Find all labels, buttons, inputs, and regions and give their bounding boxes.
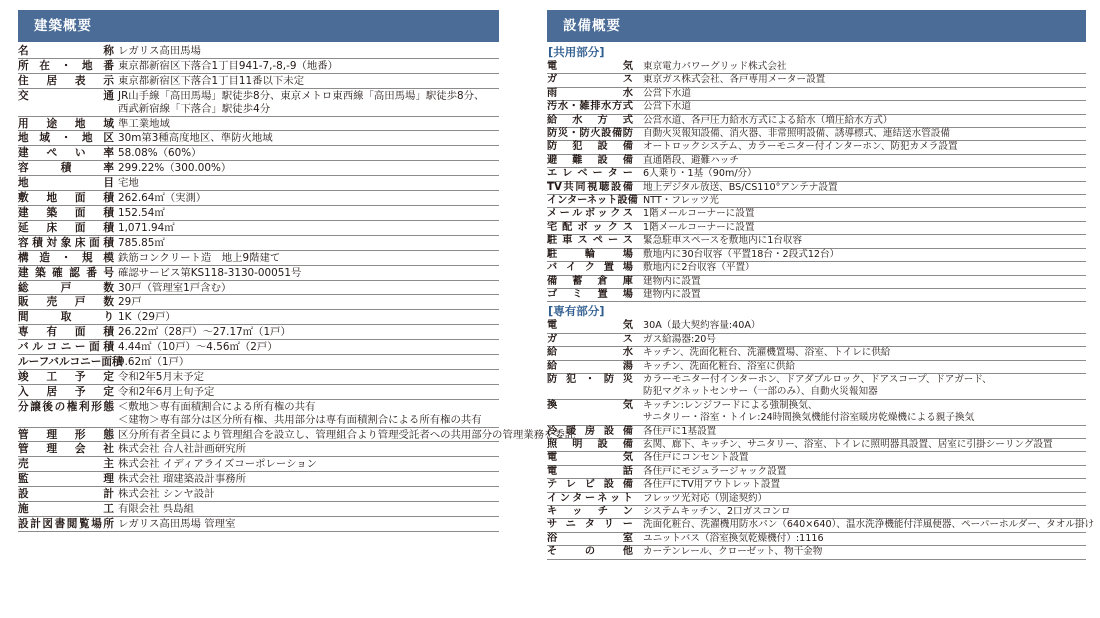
- row-value-line: サニタリー・浴室・トイレ:24時間換気機能付浴室暖房乾燥機による親子換気: [643, 412, 975, 424]
- row-value: [643, 168, 1086, 180]
- row-value: [643, 101, 1086, 113]
- row-label: 建築面積: [18, 206, 114, 219]
- row-value-line: 東京都新宿区下落合1丁目941-7,-8,-9（地番）: [118, 59, 338, 72]
- row-value-line: キッチン、洗面化粧台、浴室に供給: [643, 360, 796, 372]
- common-area-table: [547, 61, 1086, 302]
- row-label: 総戸数: [18, 281, 114, 294]
- row-label: 電気: [547, 320, 633, 332]
- row-label: 駐車スペース: [547, 235, 633, 247]
- row-label: 住居表示: [18, 74, 114, 87]
- row-value: [118, 45, 499, 58]
- row-label: テレビ設備: [547, 479, 633, 491]
- row-value-line: JR山手線「高田馬場」駅徒歩8分、東京メトロ東西線「高田馬場」駅徒歩8分、: [118, 89, 485, 102]
- row-value-line: 西武新宿線「下落合」駅徒歩4分: [118, 102, 271, 115]
- row-value: [643, 289, 1086, 301]
- table-row: [547, 400, 1086, 426]
- row-value: [118, 90, 499, 116]
- row-value: [118, 118, 499, 131]
- row-value: [643, 506, 1086, 518]
- row-value: [643, 533, 1086, 545]
- table-row: [547, 426, 1086, 439]
- row-value: [118, 341, 499, 354]
- row-value: [643, 222, 1086, 234]
- row-value-line: 有限会社 呉島組: [118, 503, 195, 516]
- table-row: [547, 61, 1086, 74]
- row-label: バイク置場: [547, 262, 633, 274]
- row-label: 専有面積: [18, 326, 114, 339]
- table-row: [547, 262, 1086, 275]
- table-row: [547, 533, 1086, 546]
- row-value: [643, 452, 1086, 464]
- row-label: 防犯設備: [547, 141, 633, 153]
- table-row: [547, 182, 1086, 195]
- row-value: [643, 141, 1086, 153]
- row-value: [643, 262, 1086, 274]
- row-value-line: 宅地: [118, 177, 139, 190]
- row-value: [118, 429, 575, 442]
- row-value-line: 4.44㎡（10戸）～4.56㎡（2戸）: [118, 341, 278, 354]
- table-row: [18, 517, 499, 532]
- row-value: [118, 222, 499, 235]
- table-row: [18, 236, 499, 251]
- row-label: 名称: [18, 45, 114, 57]
- row-value-line: 6人乗り・1基（90m/分）: [643, 168, 757, 180]
- row-value: [643, 195, 1086, 207]
- row-value: [643, 347, 1086, 359]
- row-value-line: レガリス高田馬場: [118, 45, 201, 57]
- row-value: [118, 147, 499, 160]
- table-row: [547, 115, 1086, 128]
- row-value-line: カーテンレール、クローゼット、物干金物: [643, 546, 823, 558]
- row-value: [118, 326, 499, 339]
- row-value-line: 株式会社 瑠建築設計事務所: [118, 473, 246, 486]
- table-row: [547, 546, 1086, 559]
- row-value: [643, 466, 1086, 478]
- table-row: [18, 457, 499, 472]
- row-value-line: キッチン:レンジフードによる強制換気、: [643, 399, 818, 411]
- row-value: [118, 267, 499, 280]
- row-label: 売主: [18, 458, 114, 471]
- row-value: [643, 361, 1086, 373]
- row-value: [118, 162, 499, 175]
- row-value-line: 1K（29戸）: [118, 311, 176, 324]
- table-row: [18, 340, 499, 355]
- row-value-line: 敷地内に2台収容（平置）: [643, 262, 755, 274]
- row-label: インターネット: [547, 492, 633, 504]
- row-value-line: 各住戸にモジュラージャック設置: [643, 465, 787, 477]
- row-label: 雨水: [547, 87, 633, 99]
- table-row: [18, 74, 499, 89]
- row-value: [643, 519, 1094, 531]
- row-value-line: 洗面化粧台、洗濯機用防水パン（640×640）、温水洗浄機能付洋風便器、ペーパーホルダー、タオル掛け: [643, 519, 1095, 531]
- row-value-line: ＜敷地＞専有面積割合による所有権の共有: [118, 400, 316, 413]
- table-row: [18, 146, 499, 161]
- row-label: 竣工予定: [18, 370, 114, 383]
- row-label: 建ぺい率: [18, 147, 114, 160]
- row-value: [643, 182, 1086, 194]
- table-row: [547, 249, 1086, 262]
- row-value: [118, 60, 499, 73]
- row-value: [643, 374, 1086, 399]
- row-value-line: レガリス高田馬場 管理室: [118, 518, 236, 530]
- row-label: 監理: [18, 473, 114, 486]
- table-row: [547, 506, 1086, 519]
- row-value: [643, 426, 1086, 438]
- table-row: [18, 221, 499, 236]
- row-label: 宅配ボックス: [547, 221, 633, 233]
- table-row: [18, 355, 499, 370]
- table-row: [547, 101, 1086, 114]
- row-value: [643, 493, 1086, 505]
- row-label: ガス: [547, 74, 633, 86]
- row-label: 容積率: [18, 162, 114, 175]
- row-label: 容積対象床面積: [18, 236, 114, 249]
- row-label: 設計: [18, 488, 114, 501]
- row-value-line: 緊急駐車スペースを敷地内に1台収容: [643, 235, 803, 247]
- table-row: [547, 289, 1086, 302]
- table-row: [18, 131, 499, 146]
- row-label: 換気: [547, 399, 633, 411]
- row-value-line: 建物内に設置: [643, 275, 701, 287]
- row-value-line: システムキッチン、2口ガスコンロ: [643, 506, 791, 517]
- row-label: 構造・規模: [18, 251, 114, 264]
- table-row: [547, 195, 1086, 208]
- table-row: [547, 493, 1086, 506]
- table-row: [547, 74, 1086, 87]
- table-row: [18, 295, 499, 310]
- table-row: [547, 479, 1086, 492]
- row-value: [118, 371, 499, 384]
- row-value: [118, 473, 499, 486]
- row-label: 販売戸数: [18, 296, 114, 309]
- row-label: ルーフバルコニー面積: [18, 356, 123, 369]
- row-value: [118, 237, 499, 250]
- row-value-line: フレッツ光対応（別途契約）: [643, 492, 768, 504]
- row-label: 冷暖房設備: [547, 425, 633, 437]
- row-label: 地目: [18, 177, 114, 190]
- row-value: [643, 128, 1086, 140]
- table-row: [18, 310, 499, 325]
- common-area-subtitle: [共用部分]: [548, 45, 605, 59]
- row-value: [118, 401, 499, 427]
- table-row: [547, 320, 1086, 333]
- table-row: [18, 266, 499, 281]
- row-value: [118, 311, 499, 324]
- row-value-line: 区分所有者全員により管理組合を設立し、管理組合より管理受託者への共用部分の管理業務を委託: [118, 428, 576, 441]
- row-value: [643, 479, 1086, 491]
- row-label: 建築確認番号: [18, 266, 114, 279]
- row-value: [118, 488, 499, 501]
- row-label: 駐輪場: [547, 248, 633, 260]
- row-label: 管理形態: [18, 428, 114, 441]
- row-label: 防犯・防災: [547, 373, 633, 385]
- row-value-line: 株式会社 イディアライズコーポレーション: [118, 458, 318, 471]
- row-value-line: 地上デジタル放送、BS/CS110°アンテナ設置: [643, 181, 838, 193]
- row-label: ゴミ置場: [547, 288, 633, 300]
- table-row: [18, 385, 499, 400]
- row-value: [643, 61, 1086, 73]
- row-value-line: カラーモニター付インターホン、ドアダブルロック、ドアスコープ、ドアガード、: [643, 373, 992, 385]
- table-row: [547, 361, 1086, 374]
- row-label: エレベーター: [547, 168, 633, 180]
- row-label: 管理会社: [18, 443, 114, 456]
- table-row: [547, 452, 1086, 465]
- table-row: [18, 117, 499, 132]
- row-value-line: 785.85㎡: [118, 236, 165, 249]
- table-row: [547, 208, 1086, 221]
- row-label: 汚水・雑排水方式: [547, 101, 633, 113]
- row-value-line: 58.08%（60%）: [118, 147, 202, 160]
- row-label: メールボックス: [547, 208, 633, 220]
- row-value-line: 確認サービス第KS118-3130-00051号: [118, 266, 302, 279]
- row-value-line: 準工業地域: [118, 117, 170, 130]
- table-row: [547, 222, 1086, 235]
- row-value: [118, 503, 499, 516]
- row-label: 防災・防火設備防: [547, 128, 633, 140]
- row-value-line: ＜建物＞専有部分は区分所有権、共用部分は専有面積割合による所有権の共有: [118, 413, 482, 426]
- row-label: 所在・地番: [18, 59, 114, 72]
- row-value: [643, 320, 1086, 332]
- row-label: 電気: [547, 61, 633, 72]
- row-value-line: オートロックシステム、カラーモニター付インターホン、防犯カメラ設置: [643, 141, 958, 153]
- row-value-line: 26.22㎡（28戸）～27.17㎡（1戸）: [118, 326, 291, 339]
- row-value: [118, 252, 499, 265]
- row-label: 用途地域: [18, 117, 114, 130]
- table-row: [18, 370, 499, 385]
- row-label: 分譲後の権利形態: [18, 400, 114, 413]
- row-value: [643, 235, 1086, 247]
- row-value-line: 東京ガス株式会社、各戸専用メーター設置: [643, 74, 826, 86]
- table-row: [547, 334, 1086, 347]
- row-value-line: 各住戸にコンセント設置: [643, 452, 749, 464]
- row-value-line: 公営水道、各戸圧力給水方式による給水（増圧給水方式）: [643, 114, 893, 126]
- row-label: 地域・地区: [18, 132, 114, 145]
- row-label: インターネット設備: [547, 195, 638, 207]
- row-label: 給水: [547, 347, 633, 359]
- row-label: 敷地面積: [18, 192, 114, 205]
- row-value-line: 29戸: [118, 296, 142, 309]
- table-row: [547, 168, 1086, 181]
- row-value-line: 自動火災報知設備、消火器、非常照明設備、誘導標式、連結送水管設備: [643, 128, 950, 140]
- row-value-line: 株式会社 合人社計画研究所: [118, 443, 246, 456]
- table-row: [18, 251, 499, 266]
- table-row: [18, 472, 499, 487]
- building-overview-title: 建築概要: [18, 10, 499, 42]
- row-value-line: 152.54㎡: [118, 206, 165, 219]
- equipment-overview-section: [547, 10, 1095, 560]
- row-value-line: 1階メールコーナーに設置: [643, 208, 755, 220]
- row-value-line: 1,071.94㎡: [118, 221, 175, 234]
- row-label: 電話: [547, 465, 633, 477]
- table-row: [547, 155, 1086, 168]
- table-row: [547, 276, 1086, 289]
- row-value: [643, 400, 1086, 425]
- row-value: [118, 296, 499, 309]
- row-label: キッチン: [547, 506, 633, 517]
- row-value-line: キッチン、洗面化粧台、洗濯機置場、浴室、トイレに供給: [643, 347, 891, 359]
- row-value-line: 東京電力パワーグリッド株式会社: [643, 61, 787, 72]
- row-value-line: ユニットバス（浴室換気乾燥機付）:1116: [643, 532, 824, 544]
- row-value: [118, 207, 499, 220]
- table-row: [18, 44, 499, 59]
- row-value: [643, 546, 1086, 558]
- table-row: [18, 161, 499, 176]
- row-value-line: 30m第3種高度地区、準防火地域: [118, 132, 273, 145]
- table-row: [18, 89, 499, 117]
- row-value: [643, 334, 1086, 346]
- row-value-line: 299.22%（300.00%）: [118, 162, 232, 175]
- row-label: 延床面積: [18, 221, 114, 234]
- table-row: [18, 442, 499, 457]
- row-value: [643, 249, 1086, 261]
- row-label: 交通: [18, 89, 114, 102]
- row-value: [643, 74, 1086, 86]
- row-value: [643, 276, 1086, 288]
- row-value: [118, 177, 499, 190]
- table-row: [18, 59, 499, 74]
- row-label: 施工: [18, 503, 114, 516]
- row-value-line: 各住戸にTV用アウトレット設置: [643, 479, 781, 491]
- building-overview-section: [18, 10, 576, 532]
- private-area-subtitle: [専有部分]: [548, 304, 605, 319]
- row-label: その他: [547, 546, 633, 558]
- row-value: [118, 386, 499, 399]
- row-value: [118, 518, 499, 531]
- row-label: 浴室: [547, 532, 633, 544]
- table-row: [547, 439, 1086, 452]
- row-label: サニタリー: [547, 519, 633, 531]
- row-value: [643, 155, 1086, 167]
- row-value: [118, 132, 499, 145]
- table-row: [18, 428, 576, 443]
- row-value-line: 1階メールコーナーに設置: [643, 221, 755, 233]
- table-row: [18, 502, 499, 517]
- row-value: [118, 443, 499, 456]
- row-value: [118, 75, 499, 88]
- row-label: バルコニー面積: [18, 341, 114, 354]
- row-label: 間取り: [18, 311, 114, 324]
- row-value-line: 株式会社 シンヤ設計: [118, 488, 215, 501]
- row-value: [643, 88, 1086, 100]
- row-value-line: 東京都新宿区下落合1丁目11番以下未定: [118, 74, 305, 87]
- row-label: 避難設備: [547, 154, 633, 166]
- row-value-line: 防犯マグネットセンサー（一部のみ）、自動火災報知器: [643, 386, 878, 398]
- private-area-table: [547, 320, 1095, 559]
- table-row: [547, 466, 1086, 479]
- table-row: [547, 141, 1086, 154]
- row-label: 設計図書閲覧場所: [18, 518, 114, 530]
- row-value: [118, 458, 499, 471]
- row-value-line: 直通階段、避難ハッチ: [643, 154, 739, 166]
- row-value-line: 鉄筋コンクリート造 地上9階建て: [118, 251, 281, 264]
- table-row: [547, 374, 1086, 400]
- row-value-line: 令和2年6月上旬予定: [118, 385, 215, 398]
- row-value-line: 公営下水道: [643, 87, 691, 99]
- row-value-line: 玄関、廊下、キッチン、サニタリー、浴室、トイレに照明器具設置、居室に引掛シーリング設置: [643, 438, 1053, 450]
- table-row: [547, 519, 1095, 532]
- row-value-line: 各住戸に1基設置: [643, 425, 717, 437]
- row-value: [118, 356, 499, 369]
- table-row: [547, 128, 1086, 141]
- table-row: [18, 191, 499, 206]
- row-value-line: NTT・フレッツ光: [643, 195, 719, 207]
- row-label: 電気: [547, 452, 633, 464]
- table-row: [547, 88, 1086, 101]
- row-label: ガス: [547, 333, 633, 345]
- row-label: 給湯: [547, 360, 633, 372]
- row-value-line: 9.62㎡（1戸）: [118, 356, 190, 369]
- row-value-line: ガス給湯器:20号: [643, 333, 717, 345]
- table-row: [547, 235, 1086, 248]
- table-row: [18, 325, 499, 340]
- row-value-line: 公営下水道: [643, 101, 691, 113]
- table-row: [18, 281, 499, 296]
- row-label: 備蓄倉庫: [547, 275, 633, 287]
- table-row: [547, 347, 1086, 360]
- row-value: [643, 439, 1086, 451]
- equipment-overview-title: 設備概要: [547, 10, 1086, 42]
- row-label: 照明設備: [547, 438, 633, 450]
- row-value-line: 30戸（管理室1戸含む）: [118, 281, 232, 294]
- table-row: [18, 206, 499, 221]
- row-value: [118, 192, 499, 205]
- row-value-line: 30A（最大契約容量:40A）: [643, 320, 761, 332]
- row-label: TV共同視聴設備: [547, 181, 633, 193]
- row-label: 給水方式: [547, 114, 633, 126]
- table-row: [18, 400, 499, 428]
- row-value-line: 262.64㎡（実測）: [118, 192, 207, 205]
- row-value: [118, 282, 499, 295]
- row-value-line: 建物内に設置: [643, 288, 701, 300]
- row-value-line: 令和2年5月末予定: [118, 370, 204, 383]
- table-row: [18, 487, 499, 502]
- row-value: [643, 208, 1086, 220]
- row-value: [643, 115, 1086, 127]
- building-overview-table: [18, 44, 576, 532]
- row-value-line: 敷地内に30台収容（平置18台・2段式12台）: [643, 248, 840, 260]
- table-row: [18, 176, 499, 191]
- row-label: 入居予定: [18, 385, 114, 398]
